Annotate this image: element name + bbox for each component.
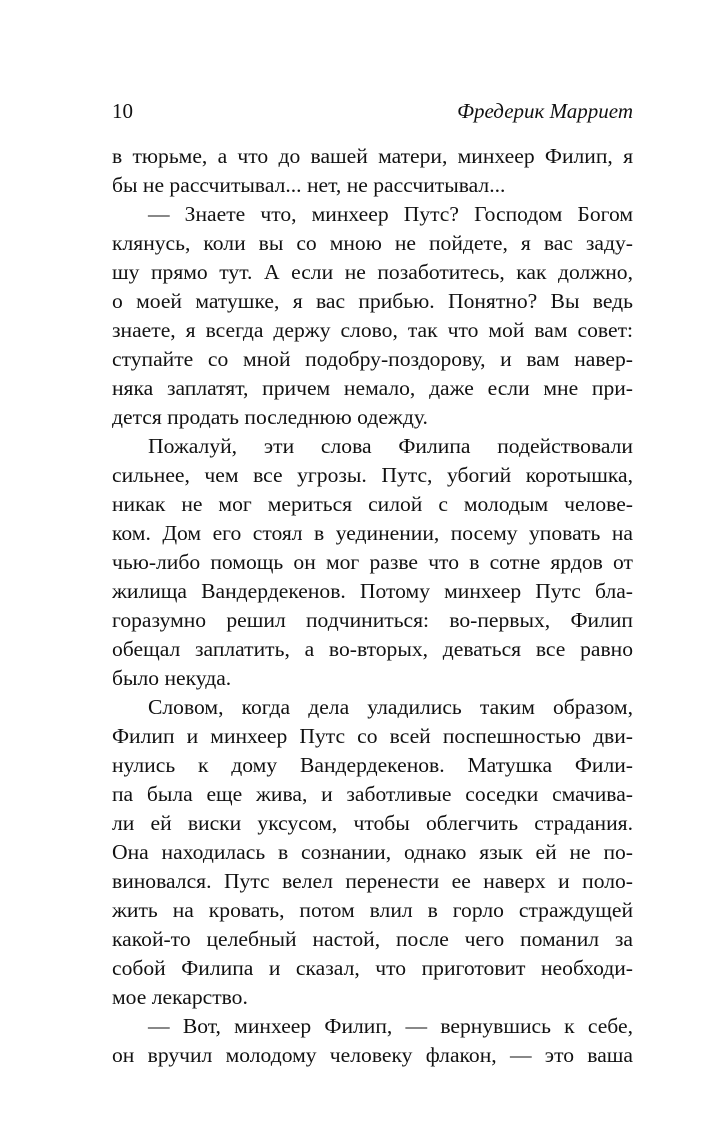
text-line: жить на кровать, потом влил в горло страждущей: [112, 898, 633, 922]
text-line: в тюрьме, а что до вашей матери, минхеер Филип, я: [112, 144, 633, 168]
text-line: ком. Дом его стоял в уединении, посему уповать на: [112, 521, 633, 545]
page-number: 10: [112, 99, 133, 123]
body-text: [112, 142, 633, 1070]
text-line: о моей матушке, я вас прибью. Понятно? Вы ведь: [112, 289, 633, 313]
page-header: [112, 96, 633, 126]
text-line: жилища Вандердекенов. Потому минхеер Путс бла-: [112, 579, 633, 603]
text-line: — Вот, минхеер Филип, — вернувшись к себе,: [148, 1014, 633, 1038]
text-line: дется продать последнюю одежду.: [112, 405, 428, 429]
text-line: клянусь, коли вы со мною не пойдете, я вас заду-: [112, 231, 633, 255]
text-line: сильнее, чем все угрозы. Путс, убогий коротышка,: [112, 463, 633, 487]
text-line: нулись к дому Вандердекенов. Матушка Фили-: [112, 753, 633, 777]
text-line: Пожалуй, эти слова Филипа подействовали: [148, 434, 633, 458]
text-line: горазумно решил подчиниться: во-первых, Филип: [112, 608, 633, 632]
text-line: Филип и минхеер Путс со всей поспешностью дви-: [112, 724, 633, 748]
text-line: шу прямо тут. А если не позаботитесь, как должно,: [112, 260, 633, 284]
text-line: чью-либо помощь он мог разве что в сотне ярдов от: [112, 550, 633, 574]
text-line: виновался. Путс велел перенести ее наверх и поло-: [112, 869, 633, 893]
text-line: обещал заплатить, а во-вторых, деваться все равно: [112, 637, 633, 661]
text-line: няка заплатят, причем немало, даже если мне при-: [112, 376, 633, 400]
text-line: никак не мог мериться силой с молодым челове-: [112, 492, 633, 516]
text-line: какой-то целебный настой, после чего поманил за: [112, 927, 633, 951]
text-line: бы не рассчитывал... нет, не рассчитывал...: [112, 173, 506, 197]
text-line: ступайте со мной подобру-поздорову, и вам навер-: [112, 347, 633, 371]
text-line: мое лекарство.: [112, 985, 248, 1009]
text-line: па была еще жива, и заботливые соседки смачива-: [112, 782, 633, 806]
text-line: — Знаете что, минхеер Путс? Господом Богом: [148, 202, 633, 226]
text-line: знаете, я всегда держу слово, так что мой вам совет:: [112, 318, 633, 342]
text-line: Словом, когда дела уладились таким образом,: [148, 695, 633, 719]
text-line: Она находилась в сознании, однако язык ей не по-: [112, 840, 633, 864]
text-line: собой Филипа и сказал, что приготовит необходи-: [112, 956, 633, 980]
text-line: было некуда.: [112, 666, 232, 690]
text-line: ли ей виски уксусом, чтобы облегчить страдания.: [112, 811, 633, 835]
running-head-author: Фредерик Марриет: [457, 99, 633, 123]
text-line: он вручил молодому человеку флакон, — это ваша: [112, 1043, 633, 1067]
